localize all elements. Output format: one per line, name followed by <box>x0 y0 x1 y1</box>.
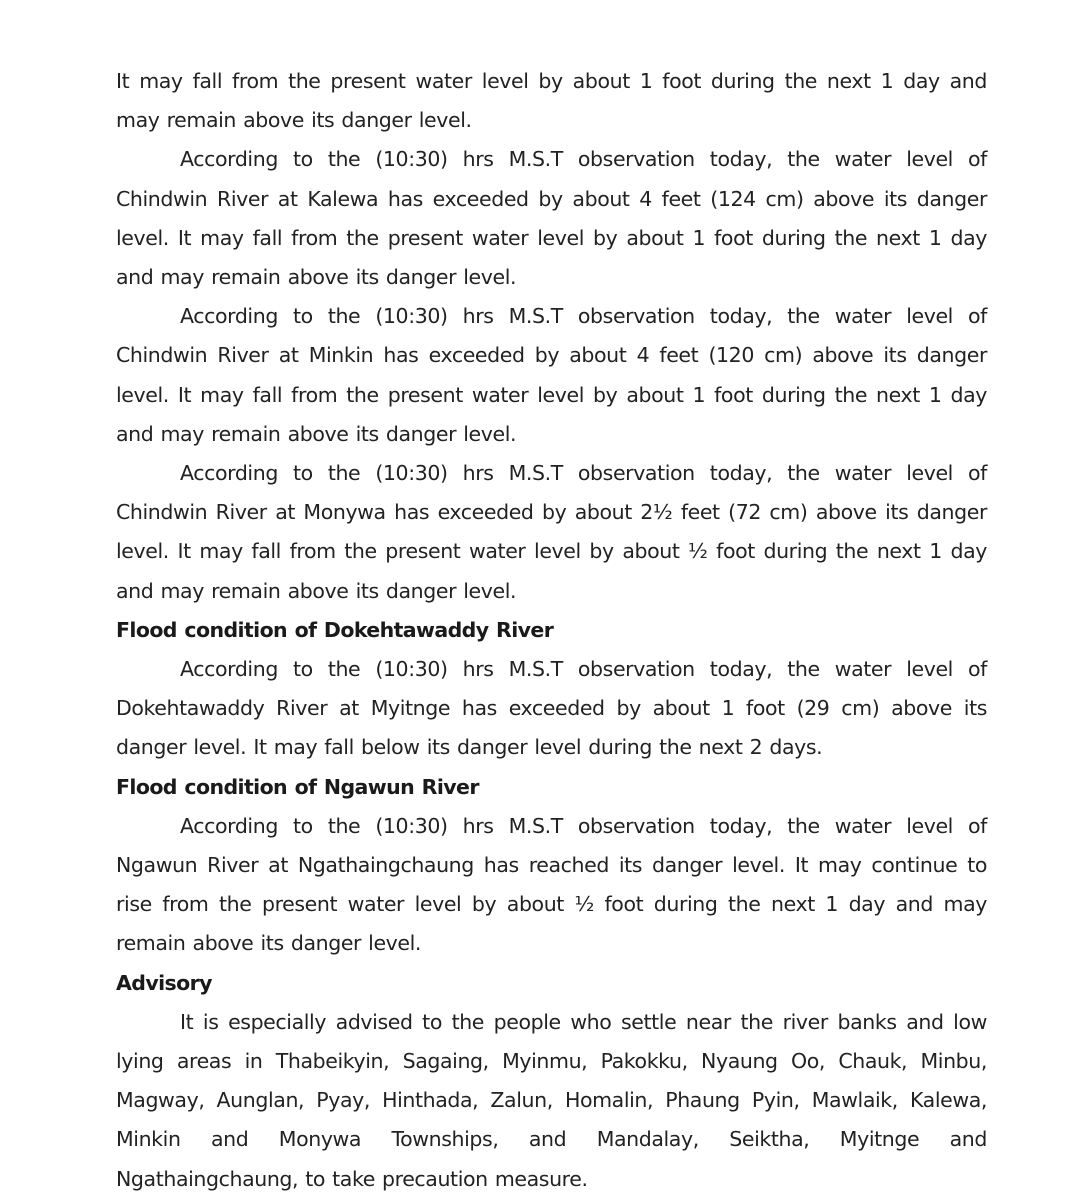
paragraph-chindwin-kalewa: According to the (10:30) hrs M.S.T observation today, the water level of Chindwin River at Kalewa has exceeded by about 4 feet (124 cm) above its danger level. It may fall from the present water level by about 1 foot during the next 1 day and may remain above its danger level. <box>116 147 987 290</box>
paragraph-chindwin-monywa: According to the (10:30) hrs M.S.T observation today, the water level of Chindwin River at Monywa has exceeded by about 2½ feet (72 cm) above its danger level. It may fall from the present water level by about ½ foot during the next 1 day and may remain above its danger level. <box>116 461 987 603</box>
paragraph-chindwin-minkin: According to the (10:30) hrs M.S.T observation today, the water level of Chindwin River at Minkin has exceeded by about 4 feet (120 cm) above its danger level. It may fall from the present water level by about 1 foot during the next 1 day and may remain above its danger level. <box>116 304 987 446</box>
document-page <box>116 62 987 1199</box>
paragraph-advisory: It is especially advised to the people who settle near the river banks and low lying areas in Thabeikyin, Sagaing, Myinmu, Pakokku, Nyaung Oo, Chauk, Minbu, Magway, Aunglan, Pyay, Hinthada, Zalun, Homalin, Phaung Pyin, Mawlaik, Kalewa, Minkin and Monywa Townships, and Mandalay, Seiktha, Myitnge and Ngathaingchaung, to take precaution measure. <box>116 1009 987 1191</box>
paragraph-chindwin-continued: It may fall from the present water level by about 1 foot during the next 1 day and may remain above its danger level. <box>116 69 987 133</box>
paragraph-ngawun-ngathaingchaung: According to the (10:30) hrs M.S.T observation today, the water level of Ngawun River at Ngathaingchaung has reached its danger level. It may continue to rise from the present water level by about ½ foot during the next 1 day and may remain above its danger level. <box>116 813 987 956</box>
paragraph-dokehtawaddy-myitnge: According to the (10:30) hrs M.S.T observation today, the water level of Dokehtawaddy River at Myitnge has exceeded by about 1 foot (29 cm) above its danger level. It may fall below its danger level during the next 2 days. <box>116 657 987 760</box>
heading-advisory: Advisory <box>116 970 212 995</box>
heading-ngawun: Flood condition of Ngawun River <box>116 774 479 799</box>
heading-dokehtawaddy: Flood condition of Dokehtawaddy River <box>116 617 554 642</box>
